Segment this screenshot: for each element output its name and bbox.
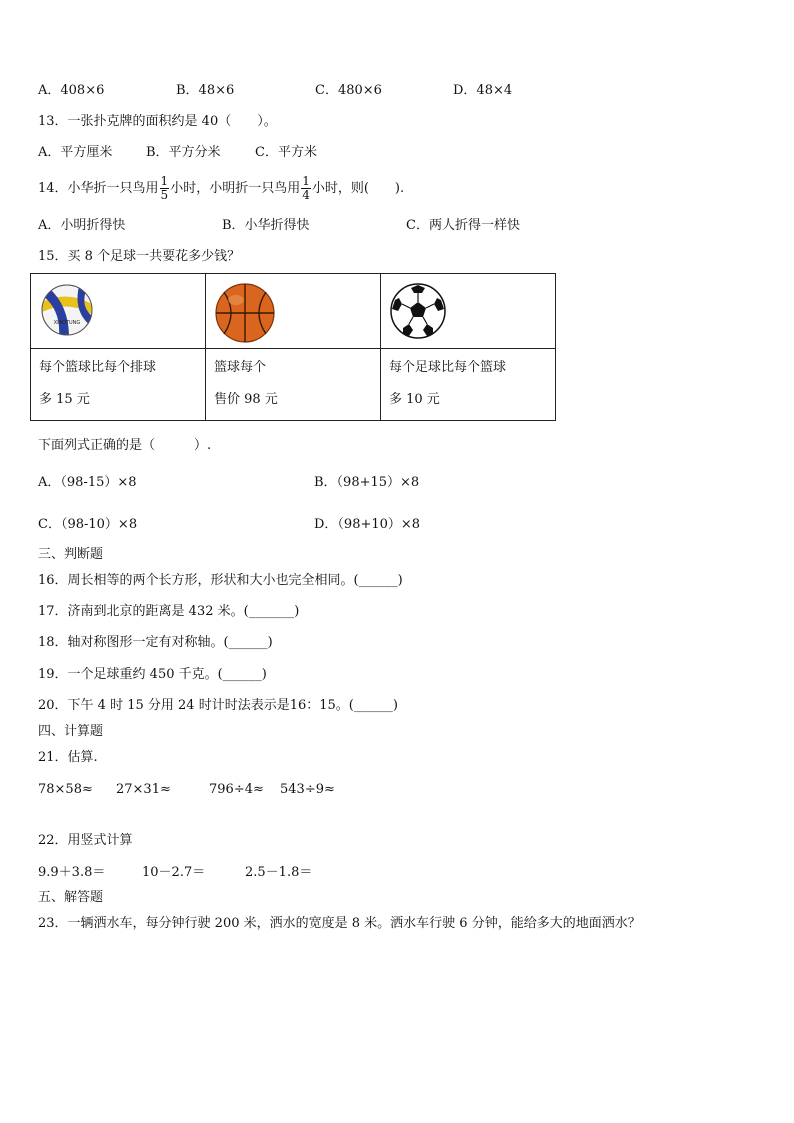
fraction-numerator: 1 (302, 174, 310, 188)
option-b: B．平方分米 (146, 145, 221, 160)
cell-text: 多 15 元 (39, 392, 90, 407)
question-14 (38, 172, 404, 206)
option-a: A．（98-15）×8 (38, 475, 137, 490)
question-19: 19．一个足球重约 450 千克。(______) (38, 667, 267, 682)
option-d: D．（98+10）×8 (314, 517, 421, 532)
table-cell (206, 274, 381, 349)
table-cell (206, 349, 381, 421)
question-21: 21．估算. (38, 750, 98, 765)
calc-item: 9.9＋3.8＝ (38, 865, 106, 880)
estimate-item: 27×31≈ (116, 782, 171, 797)
question-17: 17．济南到北京的距离是 432 米。(_______) (38, 604, 300, 619)
table-cell (381, 349, 556, 421)
volleyball-icon (39, 282, 95, 338)
cell-text: 篮球每个 (214, 360, 267, 375)
question-15-ask: 下面列式正确的是（ ）. (38, 438, 212, 453)
question-13: 13．一张扑克牌的面积约是 40（ ）。 (38, 114, 277, 129)
cell-text: 每个篮球比每个排球 (39, 360, 157, 375)
cell-text: 多 10 元 (389, 392, 440, 407)
question-14-text: 小时，则( ). (311, 181, 405, 196)
question-22: 22．用竖式计算 (38, 833, 133, 848)
question-23: 23．一辆洒水车，每分钟行驶 200 米，洒水的宽度是 8 米。洒水车行驶 6 分钟，能给多大的地面洒水？ (38, 916, 641, 931)
option-d: D．48×4 (453, 83, 513, 98)
cell-text: 每个足球比每个篮球 (389, 360, 507, 375)
table-cell (31, 274, 206, 349)
fraction-denominator: 5 (160, 188, 169, 202)
soccer-ball-icon (389, 282, 447, 340)
fraction-one-fourth (301, 175, 311, 202)
question-20: 20．下午 4 时 15 分用 24 时计时法表示是16：15。(______) (38, 698, 398, 713)
fraction-denominator: 4 (302, 188, 310, 202)
ball-price-table (30, 273, 556, 421)
option-c: C．480×6 (315, 83, 382, 98)
question-15: 15．买 8 个足球一共要花多少钱？ (38, 249, 241, 264)
option-b: B．48×6 (176, 83, 235, 98)
section-heading: 五、解答题 (38, 890, 104, 905)
option-c: C．两人折得一样快 (406, 218, 520, 233)
table-cell (31, 349, 206, 421)
question-16: 16．周长相等的两个长方形，形状和大小也完全相同。(______) (38, 573, 403, 588)
question-14-text: 小时，小明折一只鸟用 (170, 181, 301, 196)
option-a: A．平方厘米 (38, 145, 113, 160)
svg-text:XIAOTUNG: XIAOTUNG (53, 320, 81, 326)
option-c: C．（98-10）×8 (38, 517, 138, 532)
option-a: A．小明折得快 (38, 218, 126, 233)
fraction-one-fifth (160, 175, 170, 202)
option-b: B．（98+15）×8 (314, 475, 420, 490)
estimate-item: 78×58≈ (38, 782, 93, 797)
section-heading: 三、判断题 (38, 547, 104, 562)
question-14-text: 14．小华折一只鸟用 (38, 181, 159, 196)
option-a: A．408×6 (38, 83, 105, 98)
calc-item: 10－2.7＝ (142, 865, 206, 880)
option-c: C．平方米 (255, 145, 317, 160)
calc-item: 2.5－1.8＝ (245, 865, 313, 880)
question-18: 18．轴对称图形一定有对称轴。(______) (38, 635, 273, 650)
option-b: B．小华折得快 (222, 218, 310, 233)
table-cell (381, 274, 556, 349)
fraction-numerator: 1 (160, 174, 169, 188)
basketball-icon (214, 282, 276, 344)
estimate-item: 543÷9≈ (280, 782, 335, 797)
section-heading: 四、计算题 (38, 724, 104, 739)
cell-text: 售价 98 元 (214, 392, 278, 407)
estimate-item: 796÷4≈ (209, 782, 264, 797)
